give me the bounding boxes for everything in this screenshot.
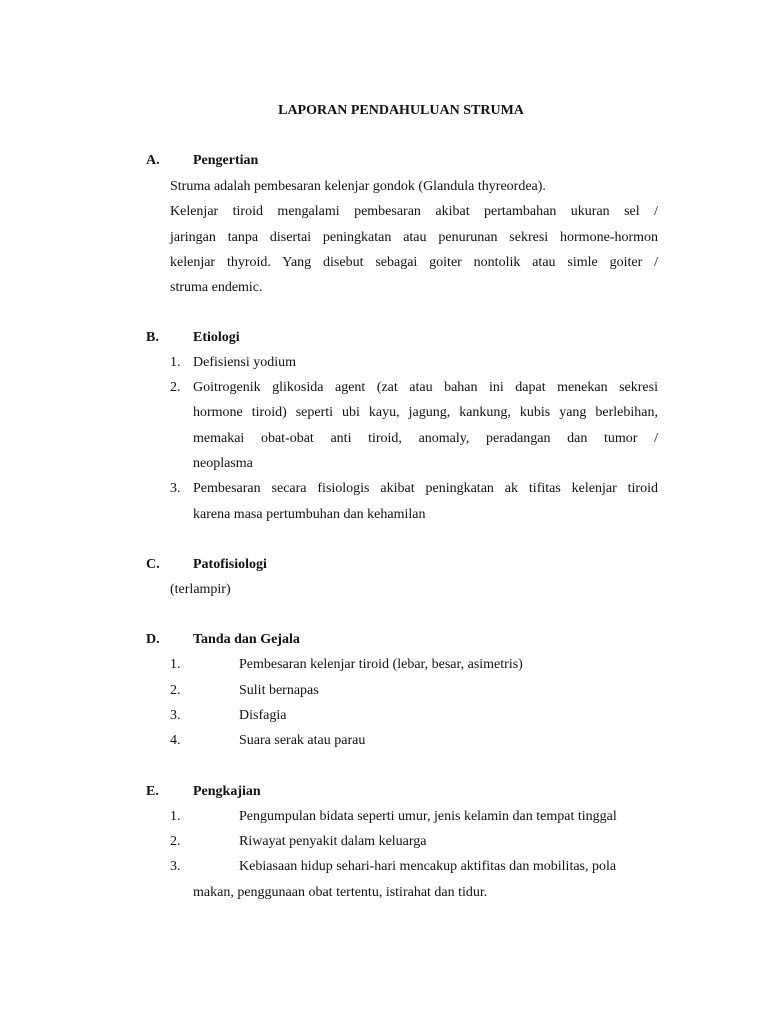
list-item-number: 2.: [170, 834, 181, 849]
section-a-line: struma endemic.: [170, 280, 263, 295]
section-b-letter: B.: [146, 330, 159, 345]
list-item-text: neoplasma: [193, 456, 253, 471]
list-item-text: Pengumpulan bidata seperti umur, jenis kelamin dan tempat tinggal: [239, 809, 617, 824]
list-item-text: Disfagia: [239, 708, 287, 723]
section-a-line: Kelenjar tiroid mengalami pembesaran akibat pertambahan ukuran sel /: [170, 204, 658, 219]
section-d-heading: Tanda dan Gejala: [193, 632, 300, 647]
list-item-text: Pembesaran secara fisiologis akibat peningkatan ak tifitas kelenjar tiroid: [193, 481, 658, 496]
section-a-letter: A.: [146, 153, 160, 168]
list-item-text: Defisiensi yodium: [193, 355, 297, 370]
section-e-letter: E.: [146, 784, 159, 799]
section-c-heading: Patofisiologi: [193, 557, 267, 572]
section-a-line: kelenjar thyroid. Yang disebut sebagai goiter nontolik atau simle goiter /: [170, 255, 658, 270]
list-item-text: karena masa pertumbuhan dan kehamilan: [193, 507, 426, 522]
list-item-number: 1.: [170, 657, 181, 672]
list-item-text: Kebiasaan hidup sehari-hari mencakup aktifitas dan mobilitas, pola: [239, 859, 617, 874]
section-d-letter: D.: [146, 632, 160, 647]
section-a-line: jaringan tanpa disertai peningkatan atau penurunan sekresi hormone-hormon: [170, 230, 658, 245]
list-item-text: Suara serak atau parau: [239, 733, 366, 748]
list-item-number: 3.: [170, 708, 181, 723]
list-item-text: memakai obat-obat anti tiroid, anomaly, peradangan dan tumor /: [193, 431, 658, 446]
section-c-note: (terlampir): [170, 582, 231, 597]
list-item-number: 2.: [170, 380, 181, 395]
list-item-text: Goitrogenik glikosida agent (zat atau bahan ini dapat menekan sekresi: [193, 380, 658, 395]
list-item-text: hormone tiroid) seperti ubi kayu, jagung, kankung, kubis yang berlebihan,: [193, 405, 658, 420]
list-item-number: 3.: [170, 481, 181, 496]
list-item-number: 1.: [170, 809, 181, 824]
list-item-number: 3.: [170, 859, 181, 874]
list-item-number: 2.: [170, 683, 181, 698]
section-a-heading: Pengertian: [193, 153, 259, 168]
list-item-number: 4.: [170, 733, 181, 748]
list-item-number: 1.: [170, 355, 181, 370]
list-item-text: Pembesaran kelenjar tiroid (lebar, besar, asimetris): [239, 657, 523, 672]
section-e-heading: Pengkajian: [193, 784, 261, 799]
section-c-letter: C.: [146, 557, 160, 572]
section-b-heading: Etiologi: [193, 330, 240, 345]
list-item-text: Sulit bernapas: [239, 683, 319, 698]
section-a-line: Struma adalah pembesaran kelenjar gondok (Glandula thyreordea).: [170, 179, 546, 194]
list-item-text: Riwayat penyakit dalam keluarga: [239, 834, 427, 849]
list-item-text: makan, penggunaan obat tertentu, istirahat dan tidur.: [193, 885, 488, 900]
document-title: LAPORAN PENDAHULUAN STRUMA: [278, 103, 524, 118]
